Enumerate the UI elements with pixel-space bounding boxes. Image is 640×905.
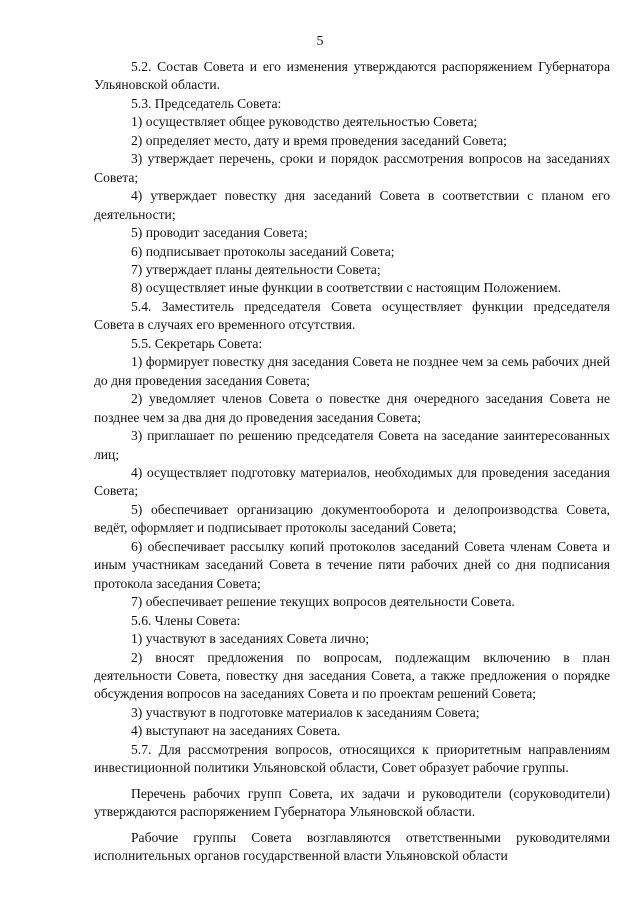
list-item: 3) участвуют в подготовке материалов к заседаниям Совета; [131,704,480,720]
document-body [94,58,610,865]
paragraph-5-5-heading: 5.5. Секретарь Совета: [131,335,263,351]
list-item: 2) уведомляет членов Совета о повестке дня очередного заседания Совета не позднее чем за два дня до проведения заседания Совета; [94,391,610,425]
paragraph-5-6-heading: 5.6. Члены Совета: [131,612,241,628]
list-item: 3) утверждает перечень, сроки и порядок рассмотрения вопросов на заседаниях Совета; [94,151,610,185]
list-item: 6) подписывает протоколы заседаний Совета; [131,243,395,259]
list-item: 2) вносят предложения по вопросам, подлежащим включению в план деятельности Совета, повестку дня заседания Совета, а также предложения о порядке обсуждения вопросов на заседаниях Совета и по проектам решений Совета; [94,649,610,702]
paragraph-5-2: 5.2. Состав Совета и его изменения утверждаются распоряжением Губернатора Ульяновской области. [94,59,610,93]
list-item: 1) осуществляет общее руководство деятельностью Совета; [131,114,478,130]
paragraph-working-groups-heads: Рабочие группы Совета возглавляются ответственными руководителями исполнительных органов государственной власти Ульяновской области [94,829,610,864]
list-item: 2) определяет место, дату и время проведения заседаний Совета; [131,132,507,148]
list-item: 4) осуществляет подготовку материалов, необходимых для проведения заседания Совета; [94,464,610,499]
list-item: 4) выступают на заседаниях Совета. [131,723,341,739]
paragraph-5-4: 5.4. Заместитель председателя Совета осуществляет функции председателя Совета в случаях его временного отсутствия. [94,298,610,333]
list-item: 1) участвуют в заседаниях Совета лично; [131,631,370,647]
list-item: 1) формирует повестку дня заседания Совета не позднее чем за семь рабочих дней до дня проведения заседания Совета; [94,354,610,388]
list-item: 6) обеспечивает рассылку копий протоколов заседаний Совета членам Совета и иным участникам заседаний Совета в течение пяти рабочих дней со дня подписания протокола заседания Совета; [94,538,610,591]
list-item: 4) утверждает повестку дня заседаний Совета в соответствии с планом его деятельности; [94,188,610,222]
page-number: 5 [316,34,324,49]
paragraph-5-3-heading: 5.3. Председатель Совета: [131,95,282,111]
list-item: 7) утверждает планы деятельности Совета; [131,261,381,277]
list-item: 8) осуществляет иные функции в соответствии с настоящим Положением. [131,280,562,296]
list-item: 7) обеспечивает решение текущих вопросов деятельности Совета. [131,594,515,610]
list-item: 5) проводит заседания Совета; [131,225,308,241]
paragraph-5-7: 5.7. Для рассмотрения вопросов, относящихся к приоритетным направлениям инвестиционной политики Ульяновской области, Совет образует рабочие группы. [94,741,610,776]
list-item: 3) приглашает по решению председателя Совета на заседание заинтересованных лиц; [94,428,610,462]
list-item: 5) обеспечивает организацию документооборота и делопроизводства Совета, ведёт, оформляет и подписывает протоколы заседаний Совета; [94,501,610,536]
paragraph-working-groups-list: Перечень рабочих групп Совета, их задачи и руководители (соруководители) утверждаются распоряжением Губернатора Ульяновской области. [94,785,610,820]
